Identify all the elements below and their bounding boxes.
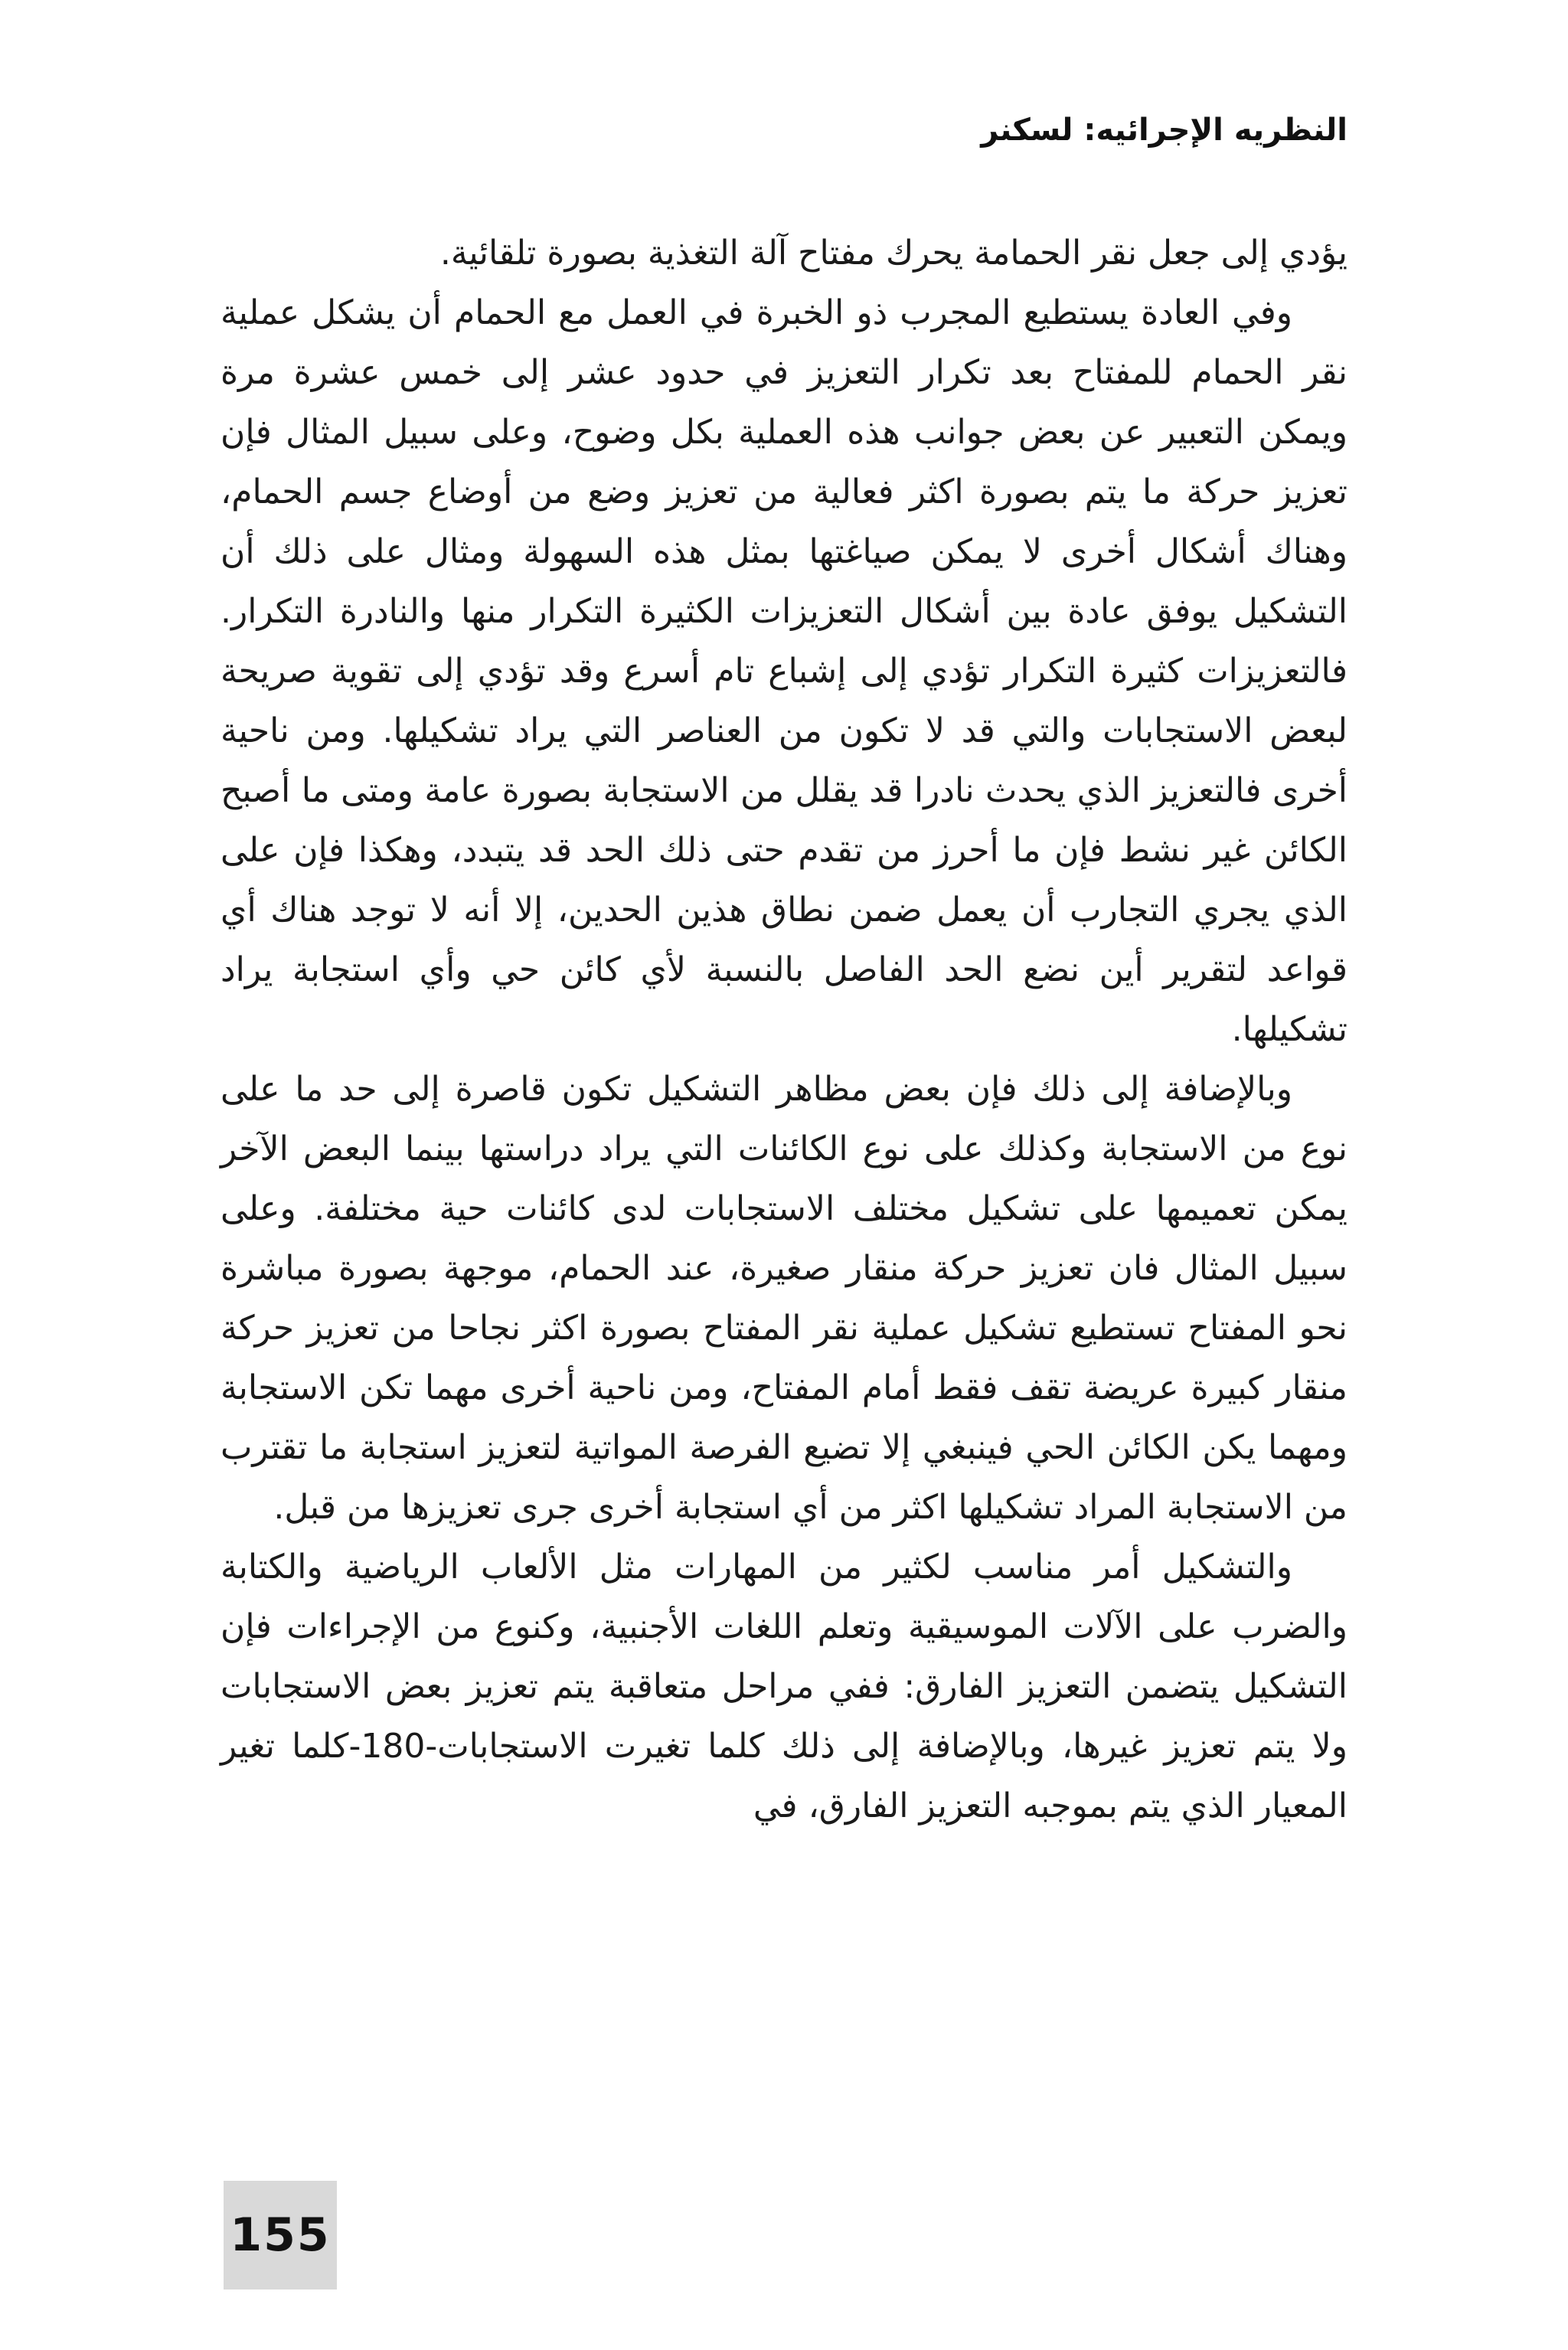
paragraph-4: والتشكيل أمر مناسب لكثير من المهارات مثل الألعاب الرياضية والكتابة والضرب على الآلات الموسيقية وتعلم اللغات الأجنبية، وكنوع من الإجراءات فإن التشكيل يتضمن التعزيز الفارق: ففي مراحل متعاقبة يتم تعزيز بعض الاستجابات ولا يتم تعزيز غيرها، وبالإضافة إلى ذلك كلما تغيرت الاستجابات-180-كلما تغير المعيار الذي يتم بموجبه التعزيز الفارق، في: [220, 1548, 1348, 1825]
paragraph-3: وبالإضافة إلى ذلك فإن بعض مظاهر التشكيل تكون قاصرة إلى حد ما على نوع من الاستجابة وكذلك على نوع الكائنات التي يراد دراستها بينما البعض الآخر يمكن تعميمها على تشكيل مختلف الاستجابات لدى كائنات حية مختلفة. وعلى سبيل المثال فان تعزيز حركة منقار صغيرة، عند الحمام، موجهة بصورة مباشرة نحو المفتاح تستطيع تشكيل عملية نقر المفتاح بصورة اكثر نجاحا من تعزيز حركة منقار كبيرة عريضة تقف فقط أمام المفتاح، ومن ناحية أخرى مهما تكن الاستجابة ومهما يكن الكائن الحي فينبغي إلا تضيع الفرصة المواتية لتعزيز استجابة ما تقترب من الاستجابة المراد تشكيلها اكثر من أي استجابة أخرى جرى تعزيزها من قبل.: [220, 1070, 1348, 1527]
page-number: 155: [230, 2208, 331, 2262]
page-number-box: [224, 2181, 337, 2290]
body-text: [220, 224, 1348, 1836]
running-header: النظريه الإجرائيه: لسكنر: [981, 113, 1348, 148]
paragraph-2: وفي العادة يستطيع المجرب ذو الخبرة في العمل مع الحمام أن يشكل عملية نقر الحمام للمفتاح بعد تكرار التعزيز في حدود عشر إلى خمس عشرة مرة ويمكن التعبير عن بعض جوانب هذه العملية بكل وضوح، وعلى سبيل المثال فإن تعزيز حركة ما يتم بصورة اكثر فعالية من تعزيز وضع من أوضاع جسم الحمام، وهناك أشكال أخرى لا يمكن صياغتها بمثل هذه السهولة ومثال على ذلك أن التشكيل يوفق عادة بين أشكال التعزيزات الكثيرة التكرار منها والنادرة التكرار. فالتعزيزات كثيرة التكرار تؤدي إلى إشباع تام أسرع وقد تؤدي إلى تقوية صريحة لبعض الاستجابات والتي قد لا تكون من العناصر التي يراد تشكيلها. ومن ناحية أخرى فالتعزيز الذي يحدث نادرا قد يقلل من الاستجابة بصورة عامة ومتى ما أصبح الكائن غير نشط فإن ما أحرز من تقدم حتى ذلك الحد قد يتبدد، وهكذا فإن على الذي يجري التجارب أن يعمل ضمن نطاق هذين الحدين، إلا أنه لا توجد هناك أي قواعد لتقرير أين نضع الحد الفاصل بالنسبة لأي كائن حي وأي استجابة يراد تشكيلها.: [220, 293, 1348, 1049]
paragraph-1: يؤدي إلى جعل نقر الحمامة يحرك مفتاح آلة التغذية بصورة تلقائية.: [439, 234, 1348, 273]
